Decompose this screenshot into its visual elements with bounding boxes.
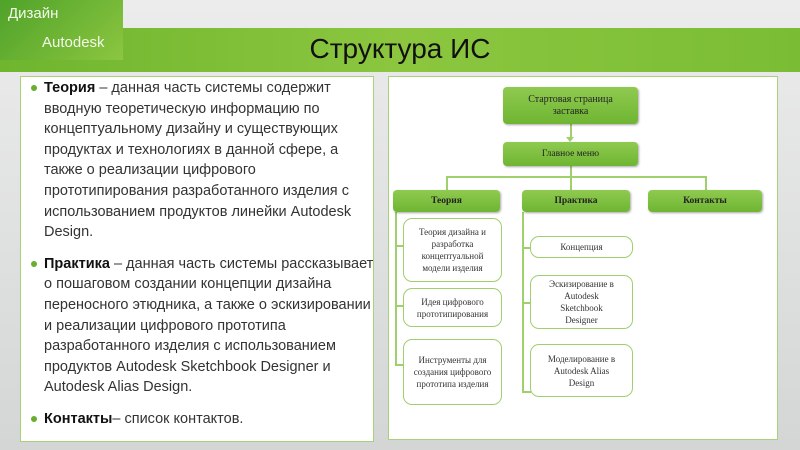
bullet-practice [44, 254, 374, 398]
bullet-text: – данная часть системы содержит вводную теоретическую информацию по концептуальному дизайну и существующих продуктах и технологиях в данной сфере, а также о реализации цифрового прототипирования разработанного изделия с использованием продуктов линейки Autodesk Design. [44, 80, 352, 241]
node-menu: Главное меню [503, 142, 638, 166]
bullet-contacts [44, 409, 374, 430]
node-start: Стартовая страница заставка [503, 87, 638, 124]
bullet-text: – данная часть системы рассказывает о пошаговом создании концепции дизайна переносного этюдника, а также о эскизировании и реализации цифрового прототипа разработанного изделия с использованием продуктов Autodesk Sketchbook Designer и Autodesk Alias Design. [44, 255, 374, 396]
node-theory-item: Инструменты для создания цифрового прототипа изделия [403, 339, 502, 405]
bullet-list [44, 78, 374, 441]
node-practice-item: Моделирование в Autodesk Alias Design [530, 344, 633, 397]
slide-title: Структура ИС [309, 33, 491, 64]
node-theory-item: Теория дизайна и разработка концептуальной модели изделия [403, 218, 502, 282]
bullet-term: Практика [44, 255, 110, 272]
bullet-term: Контакты [44, 410, 113, 427]
node-practice: Практика [522, 190, 630, 212]
bullet-term: Теория [44, 80, 96, 96]
node-practice-item: Концепция [530, 236, 633, 258]
connector [446, 176, 706, 178]
bullet-text: – список контактов. [112, 410, 244, 427]
connector [570, 166, 572, 176]
node-practice-item: Эскизирование в Autodesk Sketchbook Designer [530, 275, 633, 329]
node-theory-item: Идея цифрового прототипирования [403, 288, 502, 327]
bullet-theory [44, 78, 374, 243]
connector [446, 176, 448, 190]
connector [570, 176, 572, 190]
node-theory: Теория [393, 190, 500, 212]
node-contacts: Контакты [648, 190, 762, 212]
connector [395, 212, 397, 365]
logo-line1: Дизайн [8, 5, 59, 22]
connector [705, 176, 707, 190]
logo-line2: Autodesk [42, 34, 105, 51]
